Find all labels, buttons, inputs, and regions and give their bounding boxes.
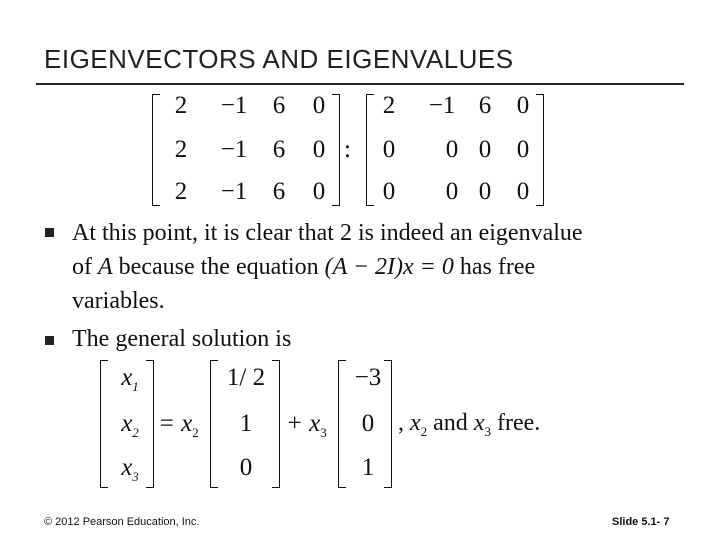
free-variables-note: , $x_2$ and $x_3$ free. [398,410,541,439]
solution-x-vector [110,360,150,486]
matrix-b-cell: 0 [382,178,396,205]
matrix-b-cell: 0 [516,136,530,163]
footer-copyright: © 2012 Pearson Education, Inc. [44,516,200,528]
title-underline [36,83,684,85]
matrix-b-cell: 0 [478,178,492,205]
bullet-1-line-1: At this point, it is clear that 2 is indeed an eigenvalue [72,220,583,246]
matrix-a-cell: 2 [174,178,188,205]
plus-x3: + $x_3$ [286,410,327,440]
bullet-2-text: The general solution is [72,326,292,352]
matrix-a-left-bracket [152,94,160,206]
equals-x2: = $x_2$ [158,410,199,440]
matrix-b-cell: 0 [478,136,492,163]
basis-vector-1 [218,360,278,486]
matrix-a-cell: −1 [220,178,248,205]
bullet-marker-2 [45,336,54,345]
matrix-a-cell: 6 [272,178,286,205]
v1-entry: 0 [239,454,253,481]
slide-title: EIGENVECTORS AND EIGENVALUES [44,44,514,74]
bullet-1-text: of [72,254,98,280]
matrix-b-cell: 0 [445,178,459,205]
matrix-a-right-bracket [332,94,340,206]
bullet-1-line-3: variables. [72,288,165,314]
matrix-b-cell: 0 [382,136,396,163]
v1-entry: 1/ 2 [226,364,266,391]
matrix-a-cell: 2 [174,136,188,163]
matrix-b-cell: −1 [428,92,456,119]
matrix-b-cell: 2 [382,92,396,119]
matrix-b-cell: 6 [478,92,492,119]
v1-entry: 1 [239,410,253,437]
matrix-a-cell: 0 [312,92,326,119]
bullet-marker-1 [45,228,54,237]
matrix-a [160,92,340,206]
matrix-a-cell: 0 [312,178,326,205]
matrix-a-cell: 6 [272,136,286,163]
v1-right-bracket [272,360,280,488]
vector-x-entry: $x_2$ [121,410,139,440]
vector-x-entry: $x_1$ [121,364,139,394]
matrix-a-cell: −1 [220,92,248,119]
v2-entry: −3 [354,364,382,391]
matrix-b [374,92,540,206]
bullet-1-text: because the equation [112,254,325,280]
matrix-a-cell: −1 [220,136,248,163]
matrix-b-right-bracket [536,94,544,206]
eigen-equation: (A − 2I)x = 0 [324,254,454,280]
matrix-b-cell: 0 [516,92,530,119]
v2-right-bracket [384,360,392,488]
matrix-separator: : [344,136,351,163]
vector-x-entry: $x_3$ [121,454,139,484]
matrix-a-cell: 2 [174,92,188,119]
v1-left-bracket [210,360,218,488]
v2-entry: 1 [361,454,375,481]
matrix-a-cell: 6 [272,92,286,119]
bullet-1-line-2 [72,254,535,281]
solution-x-right-bracket [146,360,154,488]
matrix-b-cell: 0 [445,136,459,163]
v2-left-bracket [338,360,346,488]
matrix-symbol-a: A [98,254,113,280]
matrix-a-cell: 0 [312,136,326,163]
matrix-b-left-bracket [366,94,374,206]
solution-x-left-bracket [100,360,108,488]
bullet-1-text: has free [453,254,536,280]
matrix-b-cell: 0 [516,178,530,205]
footer-slide-number: Slide 5.1- 7 [612,516,670,528]
v2-entry: 0 [361,410,375,437]
